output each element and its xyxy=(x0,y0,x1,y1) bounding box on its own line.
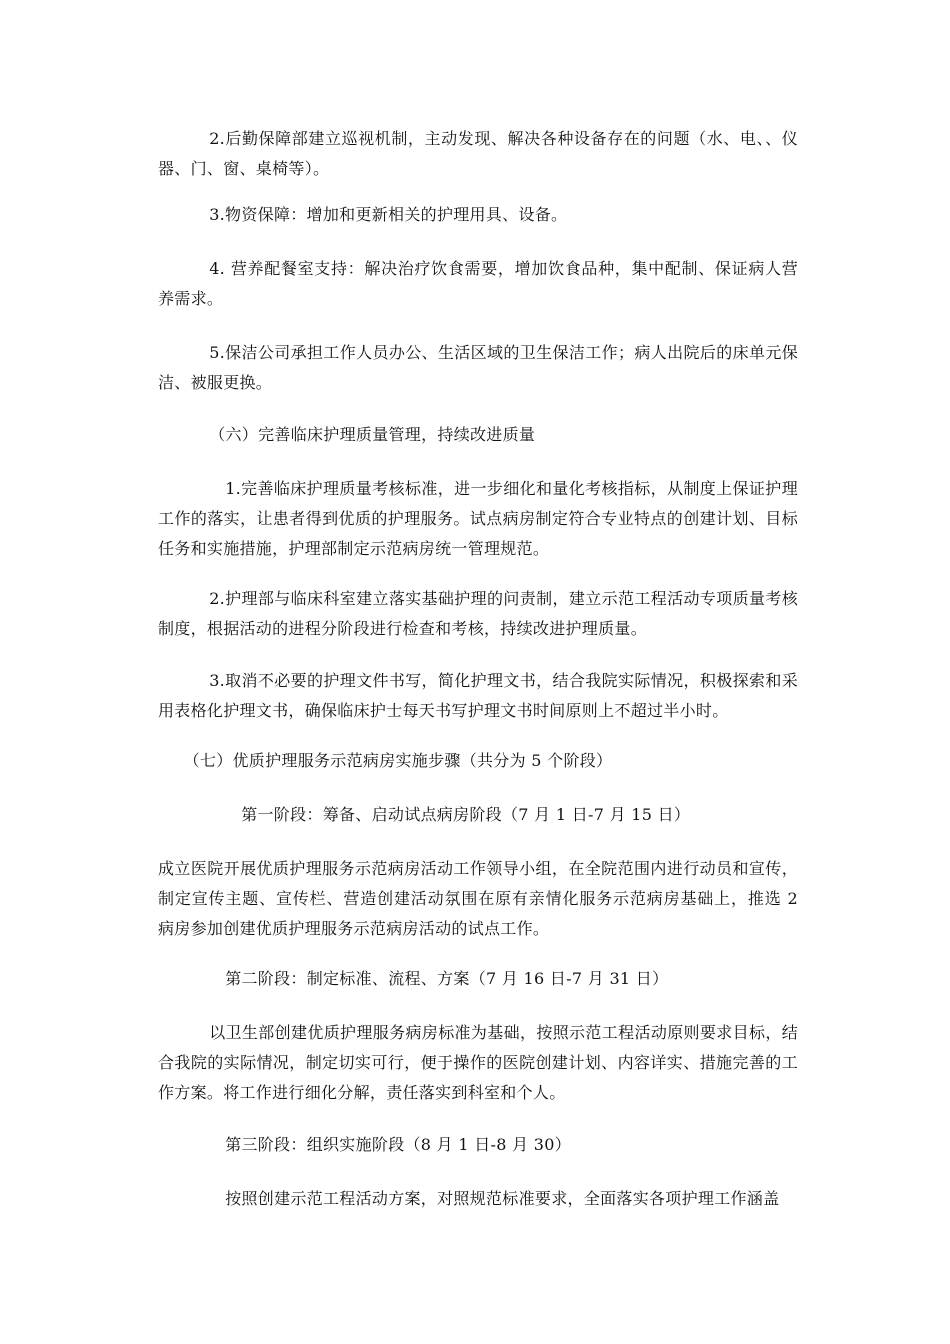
heading-section-six: （六）完善临床护理质量管理，持续改进质量 xyxy=(209,425,536,444)
paragraph-nutrition: 4. 营养配餐室支持：解决治疗饮食需要，增加饮食品种，集中配制、保证病人营养需求。 xyxy=(158,259,798,308)
paragraph-logistics-inspection: 2.后勤保障部建立巡视机制，主动发现、解决各种设备存在的问题（水、电、、仪器、门、窗、桌椅等）。 xyxy=(158,129,798,178)
paragraph-documentation: 3.取消不必要的护理文件书写，简化护理文书，结合我院实际情况，积极探索和采用表格化护理文书，确保临床护士每天书写护理文书时间原则上不超过半小时。 xyxy=(158,671,798,720)
paragraph-stage-two: 以卫生部创建优质护理服务病房标准为基础，按照示范工程活动原则要求目标，结合我院的实际情况，制定切实可行，便于操作的医院创建计划、内容详实、措施完善的工作方案。将工作进行细化分解，责任落实到科室和个人。 xyxy=(158,1023,798,1102)
heading-stage-three: 第三阶段：组织实施阶段（8 月 1 日-8 月 30） xyxy=(225,1135,572,1154)
heading-stage-one: 第一阶段：筹备、启动试点病房阶段（7 月 1 日-7 月 15 日） xyxy=(241,805,691,824)
heading-stage-two: 第二阶段：制定标准、流程、方案（7 月 16 日-7 月 31 日） xyxy=(225,969,669,988)
paragraph-supplies: 3.物资保障：增加和更新相关的护理用具、设备。 xyxy=(209,205,568,224)
paragraph-cleaning: 5.保洁公司承担工作人员办公、生活区域的卫生保洁工作；病人出院后的床单元保洁、被服更换。 xyxy=(158,343,798,392)
paragraph-quality-standards: 1.完善临床护理质量考核标准，进一步细化和量化考核指标，从制度上保证护理工作的落实，让患者得到优质的护理服务。试点病房制定符合专业特点的创建计划、目标任务和实施措施，护理部制定示范病房统一管理规范。 xyxy=(158,479,798,558)
heading-section-seven: （七）优质护理服务示范病房实施步骤（共分为 5 个阶段） xyxy=(183,751,613,770)
paragraph-stage-three: 按照创建示范工程活动方案，对照规范标准要求，全面落实各项护理工作涵盖 xyxy=(225,1189,780,1208)
paragraph-stage-one: 成立医院开展优质护理服务示范病房活动工作领导小组，在全院范围内进行动员和宣传，制定宣传主题、宣传栏、营造创建活动氛围在原有亲情化服务示范病房基础上，推选 2 病房参加创建优质护理服务示范病房活动的试点工作。 xyxy=(158,859,798,938)
paragraph-accountability: 2.护理部与临床科室建立落实基础护理的问责制，建立示范工程活动专项质量考核制度，根据活动的进程分阶段进行检查和考核，持续改进护理质量。 xyxy=(158,589,798,638)
